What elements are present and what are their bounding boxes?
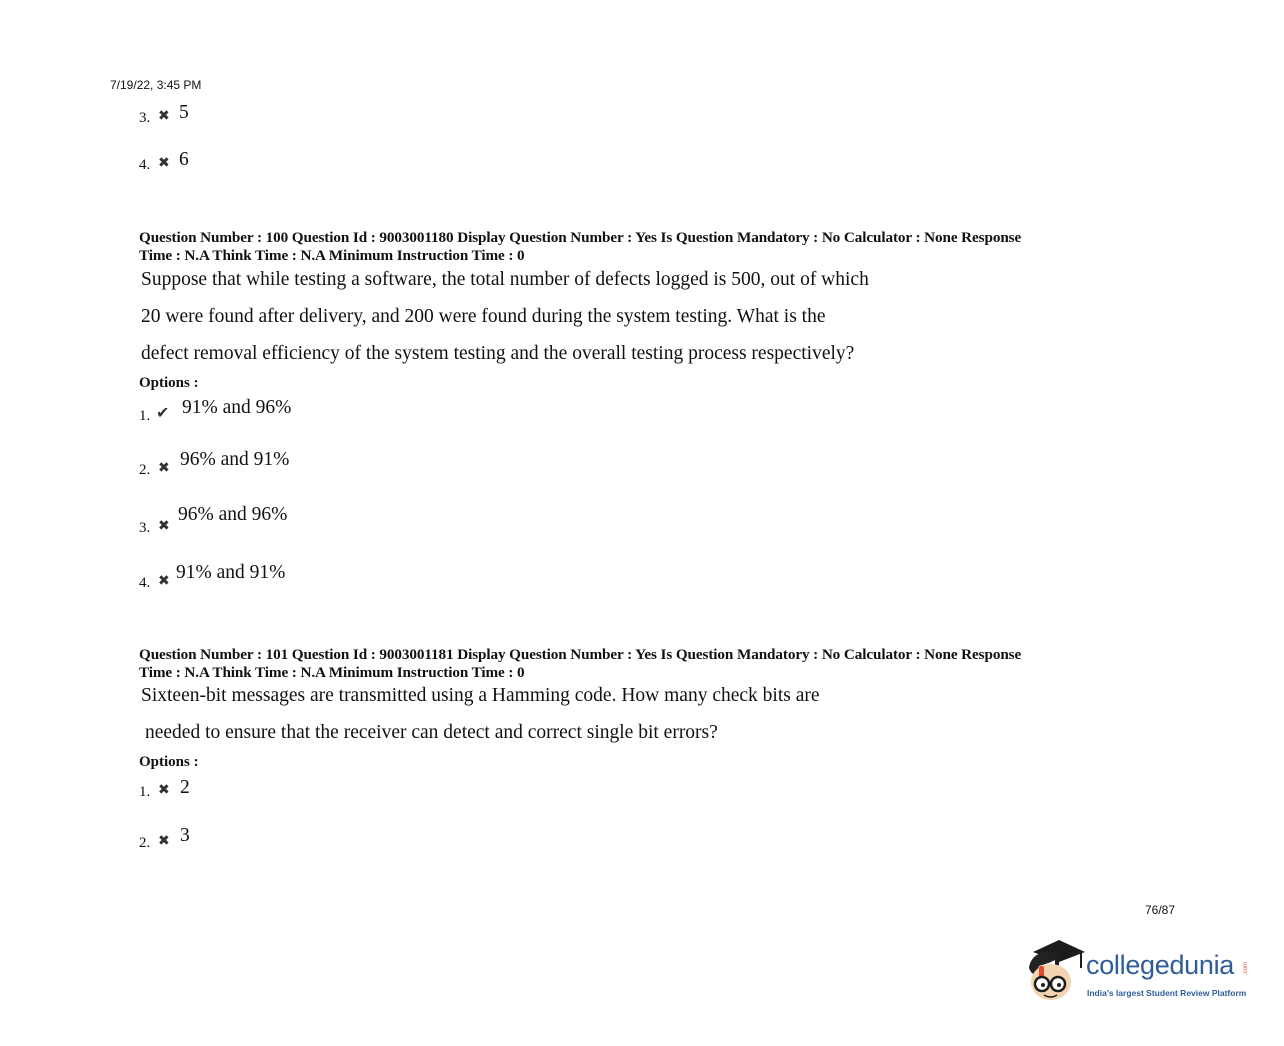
option-number: 1. xyxy=(139,784,151,800)
cross-icon: ✖ xyxy=(158,156,170,171)
question-meta-line: Question Number : 101 Question Id : 9003001181 Display Question Number : Yes Is Question Mandatory : No Calculator : None Response xyxy=(139,646,1022,663)
options-label: Options : xyxy=(139,375,199,391)
page-number: 76/87 xyxy=(1145,903,1176,917)
option-number: 4. xyxy=(139,575,151,591)
student-mascot-icon xyxy=(1025,938,1087,1010)
logo-domain-suffix: .com xyxy=(1243,962,1249,976)
logo-wordmark: collegedunia xyxy=(1086,950,1235,980)
options-label: Options : xyxy=(139,754,199,770)
option-text: 2 xyxy=(180,777,190,798)
question-meta-line: Question Number : 100 Question Id : 9003001180 Display Question Number : Yes Is Question Mandatory : No Calculator : None Response xyxy=(139,229,1022,246)
option-number: 4. xyxy=(139,157,151,173)
option-text: 96% and 96% xyxy=(178,504,288,525)
cross-icon: ✖ xyxy=(158,574,170,589)
question-text-line: defect removal efficiency of the system testing and the overall testing process respectively? xyxy=(141,343,855,364)
option-text: 6 xyxy=(179,149,189,170)
print-timestamp: 7/19/22, 3:45 PM xyxy=(110,78,202,92)
option-number: 2. xyxy=(139,462,151,478)
cross-icon: ✖ xyxy=(158,783,170,798)
question-text-line: Suppose that while testing a software, the total number of defects logged is 500, out of which xyxy=(141,269,869,290)
option-text: 3 xyxy=(180,825,190,846)
cross-icon: ✖ xyxy=(158,834,170,849)
option-number: 3. xyxy=(139,110,151,126)
logo-tagline: India's largest Student Review Platform xyxy=(1087,988,1247,998)
question-text-line: Sixteen-bit messages are transmitted using a Hamming code. How many check bits are xyxy=(141,685,820,706)
question-text-line: needed to ensure that the receiver can detect and correct single bit errors? xyxy=(145,722,718,743)
option-number: 1. xyxy=(139,408,151,424)
cross-icon: ✖ xyxy=(158,109,170,124)
option-text: 96% and 91% xyxy=(180,449,290,470)
question-text-line: 20 were found after delivery, and 200 were found during the system testing. What is the xyxy=(141,306,826,327)
option-text: 5 xyxy=(179,102,189,123)
question-meta-line: Time : N.A Think Time : N.A Minimum Instruction Time : 0 xyxy=(139,247,525,264)
option-number: 3. xyxy=(139,520,151,536)
question-meta-line: Time : N.A Think Time : N.A Minimum Instruction Time : 0 xyxy=(139,664,525,681)
option-text: 91% and 91% xyxy=(176,562,286,583)
cross-icon: ✖ xyxy=(158,519,170,534)
option-text: 91% and 96% xyxy=(182,397,292,418)
option-number: 2. xyxy=(139,835,151,851)
checkmark-icon: ✔ xyxy=(156,405,170,422)
cross-icon: ✖ xyxy=(158,461,170,476)
